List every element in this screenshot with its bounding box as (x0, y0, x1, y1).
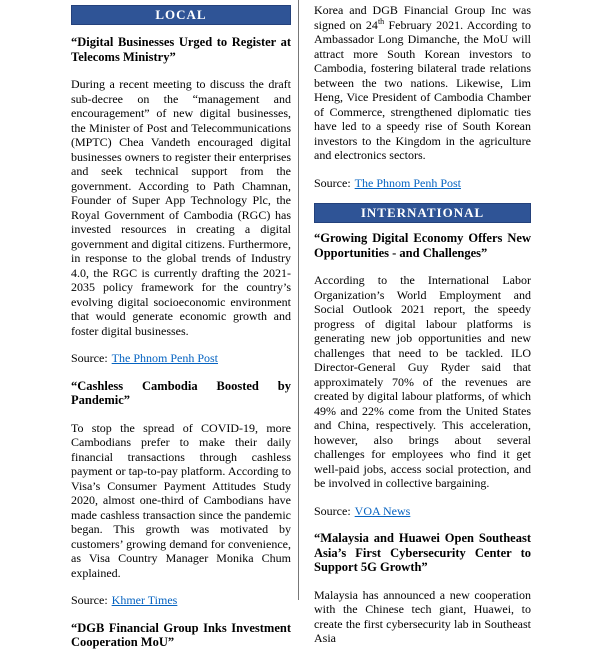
article-body-continuation (314, 3, 531, 163)
source-label: Source: (314, 175, 351, 190)
source-link-phnom-penh-post[interactable]: The Phnom Penh Post (354, 175, 461, 190)
article-body: During a recent meeting to discuss the draft sub-decree on the “management and encouragement” of new digital businesses, the Minister of Post and Telecommunications (MPTC) Chea Vandeth encouraged digital businesses owners to register their enterprises and seek technical support from the government. According to Path Chamnan, Founder of Super App Technology Plc, the Royal Government of Cambodia (RGC) has invested resources in creating a digital government and digital citizens. Furthermore, in response to the global trends of Industry 4.0, the RGC is currently drafting the 2021-2035 policy framework for the country’s evolving digital socioeconomic environment that would generate economic growth and foster digital businesses. (71, 77, 291, 338)
section-banner-international: INTERNATIONAL (314, 203, 531, 223)
continuation-text-end: February 2021. According to Ambassador Long Dimanche, the MoU will attract more South Korean investors to Cambodia, fostering bilateral trade relations between the two nations. Likewise, Lim Heng, Vice President of Cambodia Chamber of Commerce, strengthened diplomatic ties have led to a speedy rise of South Korean investors to the Kingdom in the agriculture and electronics sectors. (314, 17, 531, 162)
article-headline-dgb-financial: “DGB Financial Group Inks Investment Cooperation MoU” (71, 620, 291, 649)
source-label: Source: (71, 351, 108, 365)
source-link-khmer-times[interactable]: Khmer Times (111, 593, 178, 607)
source-label: Source: (314, 503, 351, 518)
article-body: To stop the spread of COVID-19, more Cambodians prefer to make their daily financial transactions through cashless payment or tap-to-pay platform. According to Visa’s Consumer Payment Attitudes Study 2020, almost one-third of Cambodians have made cashless transaction since the pandemic began. This growth was motivated by customers’ growing demand for convenience, as Visa Country Manager Monika Chum explained. (71, 420, 291, 580)
article-headline-digital-businesses: “Digital Businesses Urged to Register at Telecoms Ministry” (71, 35, 291, 64)
source-link-voa-news[interactable]: VOA News (354, 503, 411, 518)
right-column (314, 0, 531, 659)
section-banner-local: LOCAL (71, 5, 291, 25)
source-line (71, 351, 291, 366)
source-label: Source: (71, 593, 108, 607)
article-body: Malaysia has announced a new cooperation with the Chinese tech giant, Huawei, to create the first cybersecurity lab in Southeast Asia (314, 587, 531, 645)
source-line (314, 176, 531, 191)
source-line (314, 504, 531, 519)
article-body: According to the International Labor Organization’s World Employment and Social Outlook 2021 report, the speedy progress of digital labour platforms is generating new job opportunities and new challenges that need to be tackled. ILO Director-General Guy Ryder said that approximately 70% of the revenues are created by digital labour platforms, of which 49% and 22% come from the United States and China, respectively. This acceleration, however, also brings about several challenges for employees who find it get well-paid jobs, access social protection, and be involved in collective bargaining. (314, 273, 531, 490)
article-headline-malaysia-huawei: “Malaysia and Huawei Open Southeast Asia’s First Cybersecurity Center to Support 5G Growth” (314, 531, 531, 574)
ordinal-superscript: th (377, 16, 385, 26)
article-headline-cashless-cambodia: “Cashless Cambodia Boosted by Pandemic” (71, 378, 291, 407)
left-column (71, 0, 291, 663)
article-headline-growing-digital-economy: “Growing Digital Economy Offers New Opportunities - and Challenges” (314, 231, 531, 260)
source-line (71, 593, 291, 608)
source-link-phnom-penh-post[interactable]: The Phnom Penh Post (111, 351, 218, 365)
continuation-text-start: Korea and DGB Financial Group Inc was signed on 24 (314, 3, 531, 32)
column-divider (298, 0, 299, 600)
